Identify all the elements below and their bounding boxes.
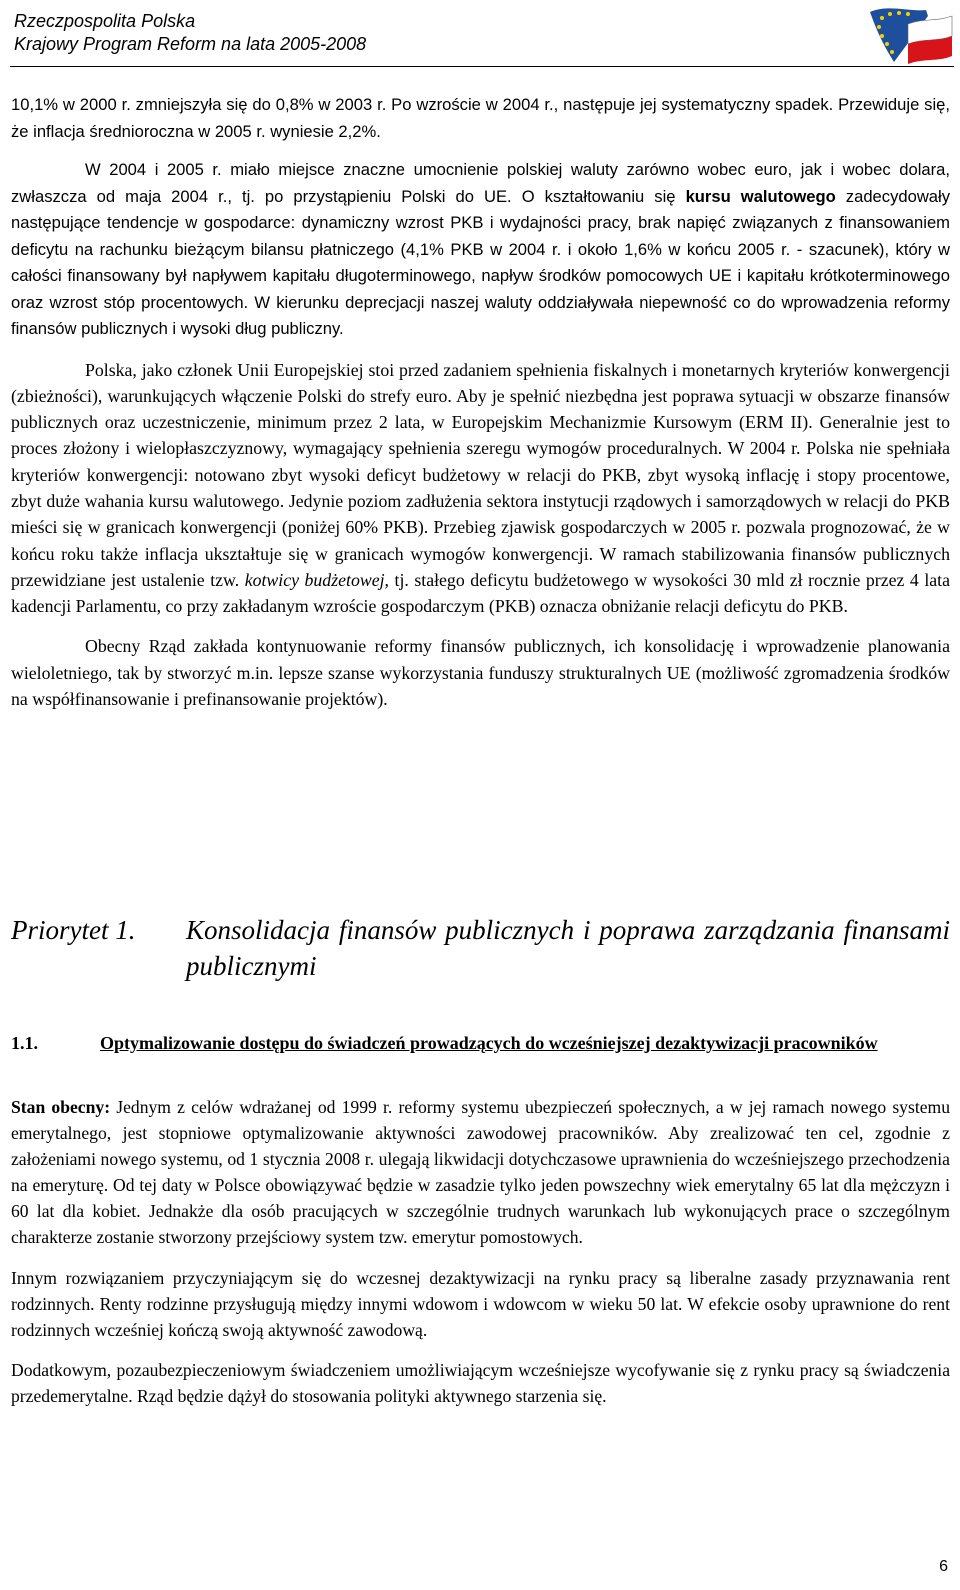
paragraph-convergence [11,357,950,620]
subsection-title: Optymalizowanie dostępu do świadczeń prowadzących do wcześniejszej dezaktywizacji pracowników [100,1033,878,1053]
poland-eu-flag-logo-icon [868,2,956,68]
budget-anchor-term: kotwicy budżetowej, [244,569,389,590]
paragraph-convergence-part-a: Polska, jako członek Unii Europejskiej stoi przed zadaniem spełnienia fiskalnych i monetarnych kryteriów konwergencji (zbieżności), warunkujących włączenie Polski do strefy euro. Aby je spełnić niezbędna jest poprawa sytuacji w obszarze finansów publicznych oraz uczestniczenie, minimum przez 2 lata, w Europejskim Mechanizmie Kursowym (ERM II). Generalnie jest to proces złożony i wielopłaszczyznowy, wymagający spełnienia szeregu wymogów proceduralnych. W 2004 r. Polska nie spełniała kryteriów konwergencji: notowano zbyt wysoki deficyt budżetowy w relacji do PKB, zbyt wysoką inflację i stopy procentowe, zbyt duże wahania kursu walutowego. Jedynie poziom zadłużenia sektora instytucji rządowych i samorządowych w relacji do PKB mieści się w granicach konwergencji (poniżej 60% PKB). Przebieg zjawisk gospodarczych w 2005 r. pozwala prognozować, że w końcu roku także inflacja ukształtuje się w granicach wymogów konwergencji. W ramach stabilizowania finansów publicznych przewidziane jest ustalenie tzw. [11,359,950,590]
paragraph-convergence-part-b: tj. stałego deficytu budżetowego w wysokości 30 mld zł rocznie przez 4 lata kadencji Parlamentu, co przy zakładanym wzroście gospodarczym (PKB) oznacza obniżanie relacji deficytu do PKB. [11,569,950,617]
priority-number: Priorytet 1. [11,915,136,945]
subsection-number: 1.1. [11,1033,38,1053]
paragraph-exchange-rate [11,157,950,343]
page-header [0,0,960,70]
paragraph-government: Obecny Rząd zakłada kontynuowanie reformy finansów publicznych, ich konsolidację i wprowadzenie planowania wieloletniego, tak by stworzyć m.in. lepsze szanse wykorzystania funduszy strukturalnych UE (możliwość zgromadzenia środków na współfinansowanie i prefinansowanie projektów). [11,636,950,710]
subsection-heading [11,1030,946,1056]
header-rule [10,66,954,67]
paragraph-current-state [11,1094,950,1251]
header-country: Rzeczpospolita Polska [14,11,196,31]
current-state-text: Jednym z celów wdrażanej od 1999 r. reformy systemu ubezpieczeń społecznych, a w jej ramach nowego systemu emerytalnego, jest stopniowe optymalizowanie aktywności zawodowej pracowników. Aby zrealizować ten cel, zgodnie z założeniami nowego systemu, od 1 stycznia 2008 r. ulegają likwidacji dotychczasowe uprawnienia do wcześniejszego przechodzenia na emeryturę. Od tej daty w Polsce obowiązywać będzie w zasadzie tylko jeden powszechny wiek emerytalny 65 lat dla mężczyzn i 60 lat dla kobiet. Jednakże dla osób pracujących w szczególnie trudnych warunkach lub wykonujących prace o szczególnym charakterze zostanie stworzony przejściowy system tzw. emerytur pomostowych. [11,1097,951,1248]
header-program: Krajowy Program Reform na lata 2005-2008 [14,34,367,54]
page-number: 6 [939,1558,948,1575]
header-text [14,10,366,56]
paragraph-inflation: 10,1% w 2000 r. zmniejszyła się do 0,8% w 2003 r. Po wzroście w 2004 r., następuje jej systematyczny spadek. Przewiduje się, że inflacja średnioroczna w 2005 r. wyniesie 2,2%. [11,95,950,141]
subsection-body [11,1094,950,1409]
current-state-label: Stan obecny: [11,1097,111,1117]
paragraph-exchange-rate-part-b: zadecydowały następujące tendencje w gospodarce: dynamiczny wzrost PKB i wydajności pracy, brak napięć związanych z finansowaniem deficytu na rachunku bieżącym bilansu płatniczego (4,1% PKB w 2004 r. i około 1,6% w końcu 2005 r. - szacunek), który w całości finansowany był napływem kapitału długoterminowego, napływ środków pomocowych UE i kapitału krótkoterminowego oraz wzrost stóp procentowych. W kierunku deprecjacji naszej waluty oddziaływała niepewność co do wprowadzenia reformy finansów publicznych i wysoki dług publiczny. [11,186,951,338]
paragraph-exchange-rate-part-a: W 2004 i 2005 r. miało miejsce znaczne umocnienie polskiej waluty zarówno wobec euro, jak i wobec dolara, zwłaszcza od maja 2004 r., tj. po przystąpieniu Polski do UE. O kształtowaniu się [11,160,950,206]
priority-title: Konsolidacja finansów publicznych i poprawa zarządzania finansami publicznymi [186,915,950,981]
document-body [11,92,950,712]
priority-heading [11,912,950,984]
paragraph-survivor-pensions: Innym rozwiązaniem przyczyniającym się do wczesnej dezaktywizacji na rynku pracy są liberalne zasady przyznawania rent rodzinnych. Renty rodzinne przysługują między innymi wdowom i wdowcom w wieku 50 lat. W efekcie osoby uprawnione do rent rodzinnych wcześniej kończą swoją aktywność zawodową. [11,1267,950,1340]
paragraph-pre-retirement: Dodatkowym, pozaubezpieczeniowym świadczeniem umożliwiającym wcześniejsze wycofywanie się z rynku pracy są świadczenia przedemerytalne. Rząd będzie dążył do stosowania polityki aktywnego starzenia się. [11,1359,950,1406]
exchange-rate-term: kursu walutowego [685,186,836,206]
